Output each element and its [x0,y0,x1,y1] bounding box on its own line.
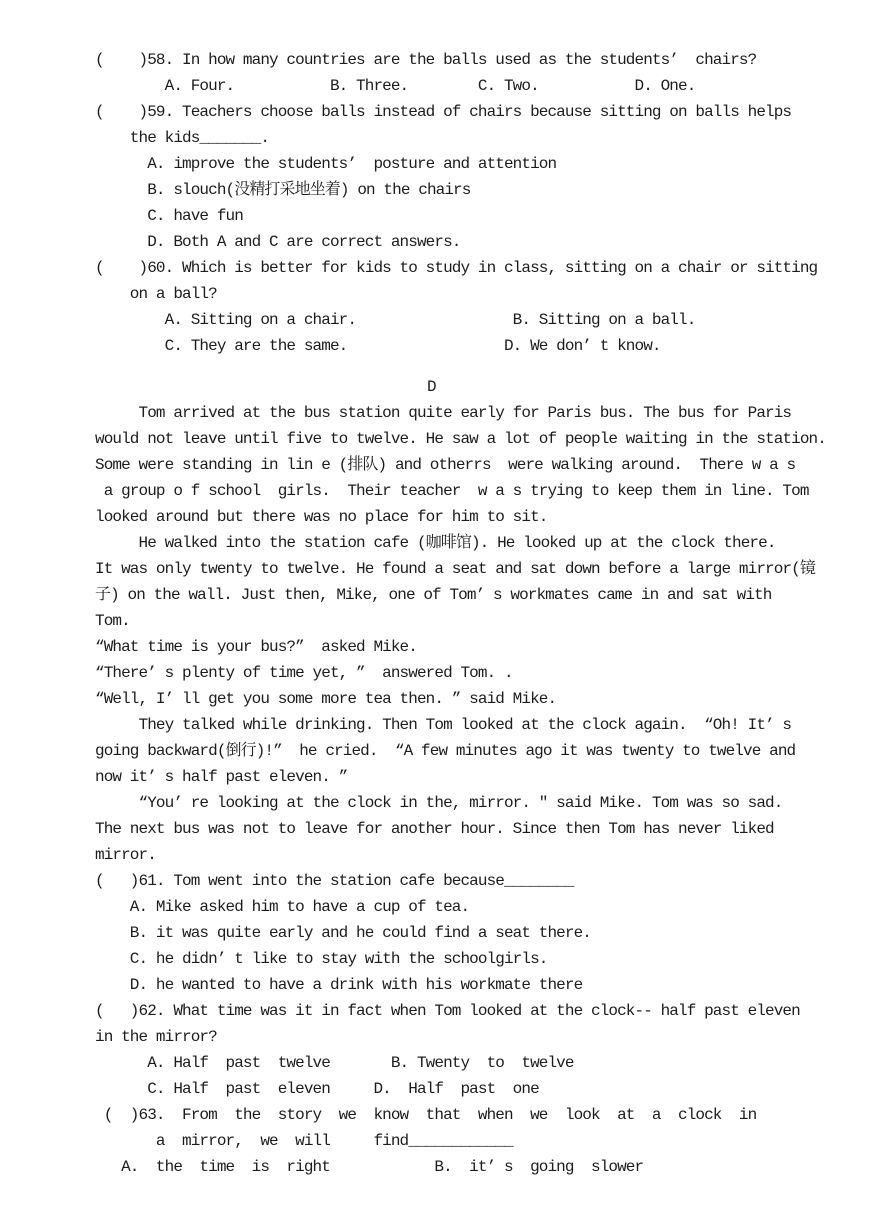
text-line: now it’ s half past eleven. ” [95,768,348,786]
text-line: on a ball? [95,285,217,303]
text-line: ( )59. Teachers choose balls instead of chairs because sitting on balls helps [95,103,792,121]
text-line: They talked while drinking. Then Tom looked at the clock again. “Oh! It’ s [95,716,792,734]
text-line: He walked into the station cafe (咖啡馆). He looked up at the clock there. [95,534,776,552]
text-line: “What time is your bus?” asked Mike. [95,638,417,656]
text-line: C. Half past eleven D. Half past one [95,1080,539,1098]
text-line: Some were standing in lin e (排队) and otherrs were walking around. There w a s [95,456,796,474]
text-line: A. Sitting on a chair. B. Sitting on a ball. [95,311,696,329]
text-line: ( )62. What time was it in fact when Tom looked at the clock-- half past eleven [95,1002,800,1020]
text-line: looked around but there was no place for him to sit. [95,508,548,526]
text-line: ( )61. Tom went into the station cafe because________ [95,872,574,890]
text-line: would not leave until five to twelve. He saw a lot of people waiting in the station. [95,430,826,448]
text-line: ( )58. In how many countries are the balls used as the students’ chairs? [95,51,757,69]
text-line: The next bus was not to leave for another hour. Since then Tom has never liked [95,820,774,838]
text-line: mirror. [95,846,156,864]
text-line: the kids_______. [95,129,270,147]
text-line: D. he wanted to have a drink with his workmate there [95,976,583,994]
text-line: B. it was quite early and he could find a seat there. [95,924,591,942]
text-line: A. the time is right B. it’ s going slower [95,1158,644,1176]
text-line: in the mirror? [95,1028,217,1046]
text-line: “Well, I’ ll get you some more tea then. ” said Mike. [95,690,557,708]
text-line: Tom arrived at the bus station quite early for Paris bus. The bus for Paris [95,404,792,422]
text-line: a group o f school girls. Their teacher w a s trying to keep them in line. Tom [95,482,809,500]
text-line [95,359,859,374]
text-line: a mirror, we will find____________ [95,1132,513,1150]
text-line: A. Half past twelve B. Twenty to twelve [95,1054,574,1072]
text-line: It was only twenty to twelve. He found a seat and sat down before a large mirror(镜 [95,560,815,578]
text-line: Tom. [95,612,130,630]
text-line: going backward(倒行)!” he cried. “A few minutes ago it was twenty to twelve and [95,742,796,760]
text-line: “There’ s plenty of time yet, ” answered Tom. . [95,664,513,682]
text-line: C. They are the same. D. We don’ t know. [95,337,661,355]
text-line: A. Mike asked him to have a cup of tea. [95,898,470,916]
text-line: A. improve the students’ posture and attention [95,155,557,173]
text-line: ( )63. From the story we know that when we look at a clock in [95,1106,757,1124]
text-line: D. Both A and C are correct answers. [95,233,461,251]
section-label: D [427,378,437,396]
text-line: “You’ re looking at the clock in the, mirror. ″ said Mike. Tom was so sad. [95,794,783,812]
text-line: 子) on the wall. Just then, Mike, one of Tom’ s workmates came in and sat with [95,586,772,604]
text-line: A. Four. B. Three. C. Two. D. One. [95,77,696,95]
text-line: B. slouch(没精打采地坐着) on the chairs [95,181,471,199]
text-line: C. have fun [95,207,243,225]
text-line: C. he didn’ t like to stay with the schoolgirls. [95,950,548,968]
text-line: ( )60. Which is better for kids to study in class, sitting on a chair or sitting [95,259,818,277]
